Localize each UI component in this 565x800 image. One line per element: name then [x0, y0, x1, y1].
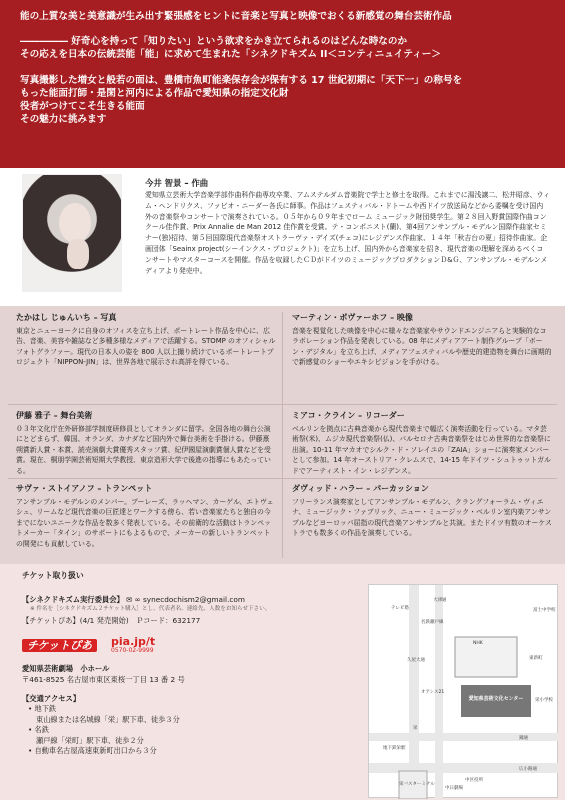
access-item: • 自動車名古屋高速東新町出口から３分 — [28, 746, 157, 756]
map-center-label: 愛知県芸術文化センター — [468, 696, 524, 702]
portrait-hand — [67, 239, 89, 269]
access-item: 瀬戸線「栄町」駅下車、徒歩２分 — [36, 735, 144, 745]
venue-address: 〒461-8525 名古屋市東区東桜一丁目 13 番 2 号 — [22, 675, 185, 684]
artist-name: ミアコ・クライン – リコーダー — [292, 411, 405, 420]
artist-card — [292, 312, 552, 368]
access — [22, 693, 362, 757]
intro-line: もった能面打師・是閑と河内による作品で愛知県の指定文化財 — [20, 87, 289, 99]
intro-line: 写真撮影した増女と般若の面は、豊橋市魚町能楽保存会が保有する 17 世紀初期に「天下一」の称号を — [20, 74, 463, 86]
divider — [8, 478, 557, 479]
artist-name: サヴァ・ストイアノフ – トランペット — [16, 484, 153, 493]
ticket-pia: 【チケットぴあ】(4/1 発売開始) Ｐコード：632177 — [22, 616, 201, 625]
intro-line: 役者がつけてこそ生きる能面 — [20, 101, 145, 113]
venue — [22, 663, 362, 685]
map-label: テレビ塔 — [391, 606, 409, 611]
artist-bio: ０３年文化庁在外研修部学制度研修員としてオランダに留学。全国各地の舞台公演にとどまらず、韓国、オランダ、カナダなど国内外で舞台美術を手掛ける。伊藤熹朔賞新人賞・本賞、読売演劇大賞優秀スタッフ賞、紀伊國屋演劇賞個人賞などを受賞。現在、桐朋学園芸術短期大学教授、東京造形大学で後進の指導にもあたっている。 — [16, 425, 271, 475]
artist-name: ダヴィッド・ハラー – パーカッション — [292, 484, 429, 493]
artist-bio: フリーランス演奏家としてアンサンブル・モデルン、クラングフォーラム・ヴィエナ、ミュージック・ファブリック、ニュー・ミュージック・ベルリン室内楽アンサンブルなどヨーロッパ屈指の現代音楽アンサンブルと共演。またドイツ有数のオーケストラでも数多くの作品を演奏している。 — [292, 498, 552, 538]
venue-name: 愛知県芸術劇場 小ホール — [22, 664, 110, 673]
composer-section — [0, 168, 565, 306]
artist-grid — [0, 306, 565, 564]
artist-bio: ベルリンを拠点に古典音楽から現代音楽まで幅広く演奏活動を行っている。マタ芸術祭(米)、ムジカ現代音楽祭(仏)、バルセロナ古典音楽祭をはじめ世界的な音楽祭に出演。10-11 年マカオでシルク・ド・ソレイユの「ZAIA」ショーに演奏家メンバーとして参加。14 年オーストリア・クレムスで、14-15 年ドイツ・シュトゥットガルドでアーティスト・イン・レジデンス。 — [292, 425, 551, 475]
artist-name: 伊藤 雅子 – 舞台美術 — [16, 411, 93, 420]
artist-card — [16, 312, 276, 368]
divider — [282, 312, 283, 558]
ticket-header — [0, 570, 565, 582]
map-label: NHK — [473, 641, 483, 646]
portrait-face — [59, 203, 91, 243]
ticket-email[interactable]: ✉ ∞ synecdochism2@gmail.com — [126, 595, 245, 604]
intro-line: その魅力に挑みます — [20, 114, 107, 126]
intro-line: その応えを日本の伝統芸能「能」に求めて生まれた「シネクドキズム II＜コンティニュイティー＞ — [20, 49, 441, 61]
map-label: 錦通 — [519, 736, 528, 741]
access-title: 【交通アクセス】 — [22, 694, 81, 703]
artist-bio: 東京とニューヨークに自身のオフィスを立ち上げ、ポートレート作品を中心に、広告、音楽、美容や雑誌など多種多様なメディアで活躍する。STOMP のオフィシャルフォトグラファー。現代の日本人の姿を 800 人以上撮り続けているポートレートプロジェクト「NIPPON-JIN」は、世界各地で展示され高評を得ている。 — [16, 327, 276, 367]
ticket-org-row — [22, 594, 362, 605]
ticket-info — [22, 594, 362, 757]
map-label: 広小路通 — [519, 767, 537, 772]
artist-card — [292, 410, 552, 476]
map-label: オアシス21 — [421, 690, 445, 695]
map-label: 栄バスターミナル — [399, 782, 435, 787]
map-label: 中区役所 — [465, 778, 483, 783]
map-label: 大津通 — [433, 598, 447, 603]
artist-name: たかはし じゅんいち – 写真 — [16, 313, 117, 322]
intro-line: ――――― 好奇心を持って「知りたい」という欲求をかき立てられるのはどんな時なのか — [20, 36, 408, 48]
access-list — [22, 704, 362, 757]
composer-portrait — [22, 174, 122, 292]
pia-url[interactable]: pia.jp/t — [111, 635, 156, 648]
artist-name: マーティン・ボヴァーホフ – 映像 — [292, 313, 413, 322]
intro-line: 能の上質な美と美意識が生み出す緊張感をヒントに音楽と写真と映像でおくる新感覚の舞台芸術作品 — [20, 11, 452, 22]
artist-bio: 音楽を視覚化した映像を中心に様々な音楽家やサウンドエンジニアらと実験的なコラボレーション作品を発表している。08 年にメディアアート制作グループ「ボーン・デジタル」を立ち上げ、メディアフェスティバルや歴史的建造物を舞台に画期的で新感覚のショーやエキシビジョンを手がける。 — [292, 327, 552, 367]
map-label: 中日劇場 — [445, 786, 463, 791]
ticket-org: 【シネクドキズム実行委員会】 — [22, 595, 124, 604]
artist-card — [292, 483, 552, 539]
composer-bio: 愛知県立芸術大学音楽学部作曲科作曲専攻卒業、アムステルダム音楽院で学士と修士を取得。これまでに湯浅譲二、松井昭彦、ウィム・ヘンドリクス、ファビオ・ニーダー各氏に師事。作品はフェスティバル・ドトームや西ドイツ放送局などから委嘱を受け国内外の音楽祭やコンサートで演奏されている。０５年から０９年までローム ミュージック財団奨学生。第２８回入野賞国際作曲コンクール佳作賞、Prix Annalie de Man 2012 佳作賞を受賞。テ・コンポニスト(蘭)、第4回アンサンブル・モデルン国際作曲家セミナー(独)招待、第５回国際現代音楽祭オストラーヴァ・デイズ(チェコ)にレジデンス作曲家、１４年「秋吉台の夏」招待作曲家。企画団体「Seainx project(シーインクス・プロジェクト)」を立ち上げ、国内外から音楽家を招き、現代音楽の理解を深めるべくコンサートやマスターコースを開催。作品を収録したＣＤがドイツのミュージックプロダクションＤ&Ｇ、アンサンブル・モデルンメディアより発売中。 — [145, 191, 550, 275]
divider — [8, 404, 557, 405]
artist-card — [16, 483, 276, 549]
access-map — [368, 584, 558, 798]
map-label: 栄 — [413, 726, 418, 731]
intro-panel — [0, 0, 565, 168]
map-label: 東新町 — [529, 656, 543, 661]
ticket-note: ※ 件名を［シネクドキズム２チケット購入］とし、代表者名、連絡先、人数をお知らせ下さい。 — [30, 606, 271, 612]
map-label: 名鉄瀬戸線 — [421, 620, 444, 625]
artist-card — [16, 410, 276, 476]
access-item: • 地下鉄 — [28, 704, 57, 713]
map-label: 久屋大通 — [407, 658, 425, 663]
map-block — [455, 637, 517, 677]
pia-contact — [111, 636, 155, 655]
composer-name: 今井 智景 – 作曲 — [145, 178, 209, 188]
artist-bio: アンサンブル・モデルンのメンバー。ブーレーズ、ラッヘマン、カーゲル、エトヴェシュ、リームなど現代音楽の巨匠達とワークする傍ら、若い音楽家たちと独自の今までにないユニークな作品を数多く発表している。その前衛的な活動はトランペットメーカー「タイン」のサポートにもよるもので、メーカーの新しいトランペットの開発にも貢献している。 — [16, 498, 274, 548]
pia-logo — [22, 636, 362, 655]
map-label: 栄小学校 — [535, 698, 553, 703]
road-horizontal — [369, 733, 559, 741]
access-item: 東山線または名城線「栄」駅下車、徒歩３分 — [36, 714, 180, 724]
pia-tel: 0570-02-9999 — [111, 647, 154, 654]
map-label: 富士中学校 — [533, 608, 556, 613]
ticket-header-label: チケット取り扱い — [22, 571, 84, 580]
map-label: 地下鉄栄駅 — [383, 746, 406, 751]
access-item: • 名鉄 — [28, 725, 49, 735]
ticket-section — [0, 564, 565, 800]
pia-logo-text: チケットぴあ — [22, 639, 97, 652]
